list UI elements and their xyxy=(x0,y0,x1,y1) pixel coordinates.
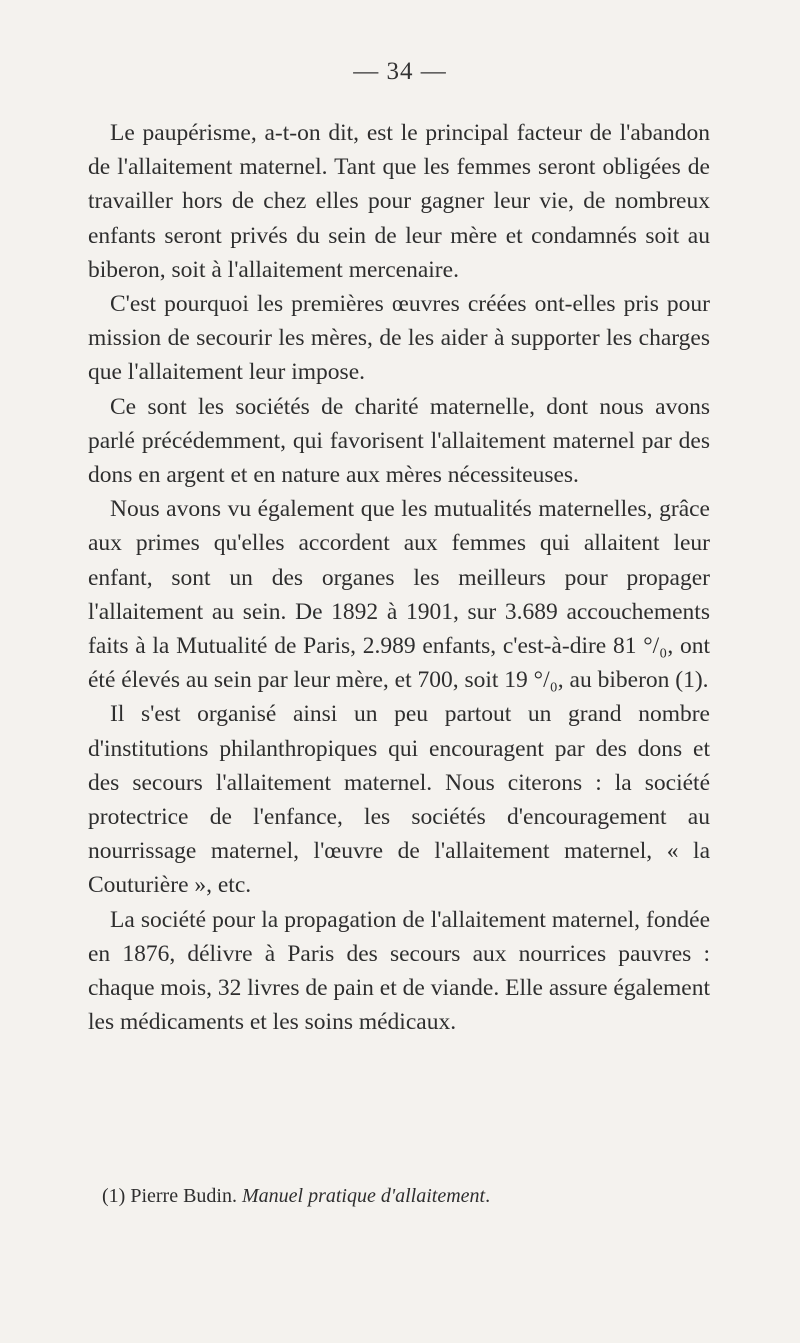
body-text xyxy=(88,116,710,1039)
paragraph: Nous avons vu également que les mutualités maternelles, grâce aux primes qu'elles accordent aux femmes qui allaitent leur enfant, sont un des organes les meilleurs pour propager l'allaitement au sein. De 1892 à 1901, sur 3.689 accouchements faits à la Mutualité de Paris, 2.989 enfants, c'est-à-dire 81 °/₀, ont été élevés au sein par leur mère, et 700, soit 19 °/₀, au biberon (1). xyxy=(88,496,710,694)
paragraph: C'est pourquoi les premières œuvres créées ont-elles pris pour mission de secourir les mères, de les aider à supporter les charges que l'allaitement leur impose. xyxy=(88,291,710,386)
footnote-author: Pierre Budin. xyxy=(130,1185,242,1207)
paragraph: Il s'est organisé ainsi un peu partout un grand nombre d'institutions philanthropiques qui encouragent par des dons et des secours l'allaitement maternel. Nous citerons : la société protectrice de l'enfance, les sociétés d'encouragement au nourrissage maternel, l'œuvre de l'allaitement maternel, « la Couturière », etc. xyxy=(88,701,710,899)
paragraph: Le paupérisme, a-t-on dit, est le principal facteur de l'abandon de l'allaitement maternel. Tant que les femmes seront obligées de travailler hors de chez elles pour gagner leur vie, de nombreux enfants seront privés du sein de leur mère et condamnés soit au biberon, soit à l'allaitement mercenaire. xyxy=(88,120,710,283)
footnote-marker: (1) xyxy=(102,1185,131,1207)
paragraph: La société pour la propagation de l'allaitement maternel, fondée en 1876, délivre à Paris des secours aux nourrices pauvres : chaque mois, 32 livres de pain et de viande. Elle assure également les médicaments et les soins médicaux. xyxy=(88,906,710,1036)
footnote-end: . xyxy=(485,1185,491,1207)
footnote-title: Manuel pratique d'allaitement xyxy=(241,1185,486,1207)
page-number: — 34 — xyxy=(353,58,447,85)
paragraph: Ce sont les sociétés de charité maternelle, dont nous avons parlé précédemment, qui favorisent l'allaitement maternel par des dons en argent et en nature aux mères nécessiteuses. xyxy=(88,393,710,489)
footnote xyxy=(102,1183,722,1209)
